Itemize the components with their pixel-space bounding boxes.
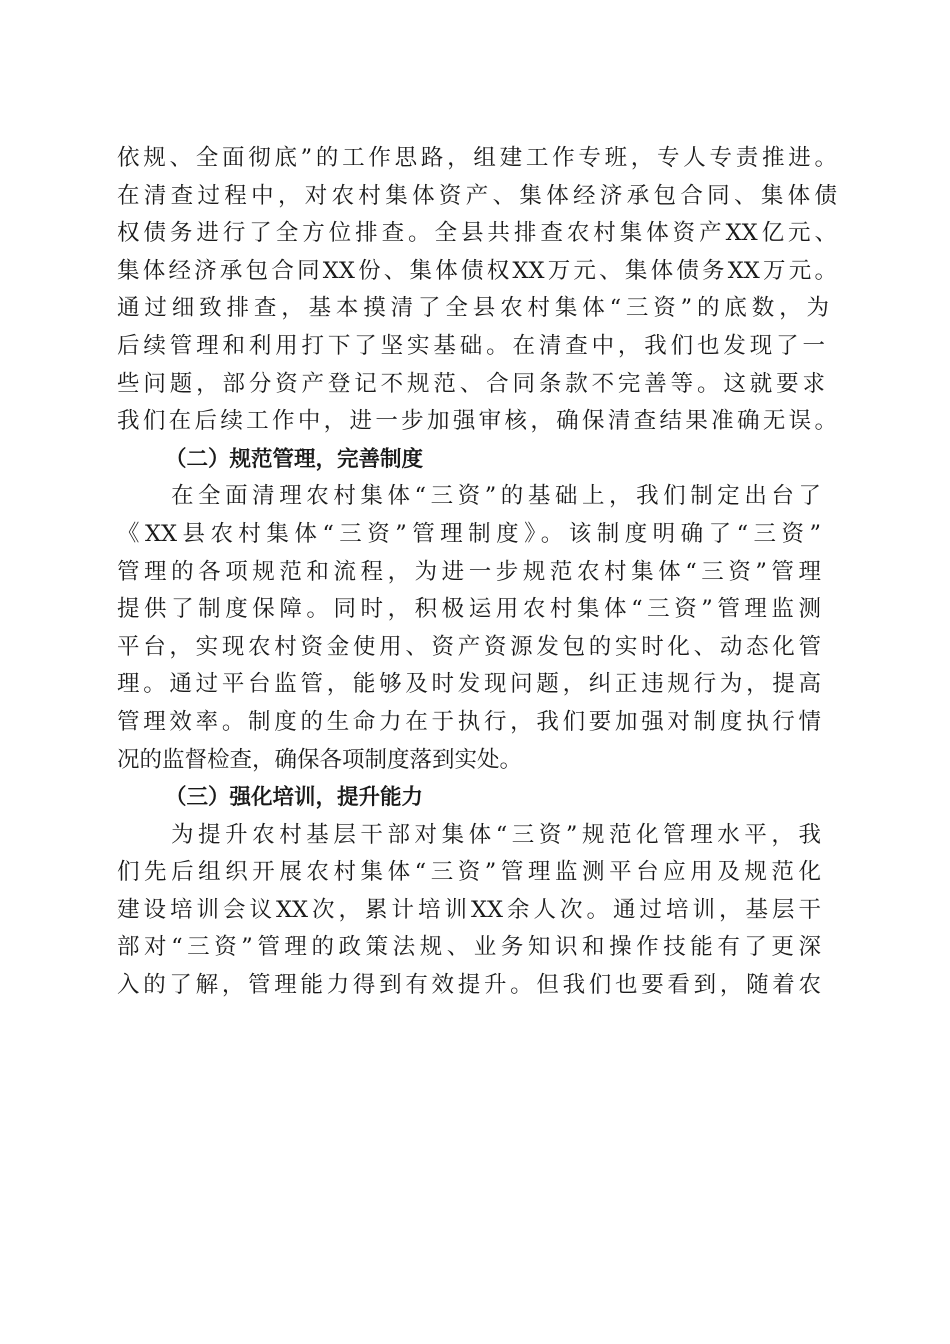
text-line: 管理的各项规范和流程，为进一步规范农村集体“三资”管理 — [117, 558, 821, 585]
text-line: 入的了解，管理能力得到有效提升。但我们也要看到，随着农 — [117, 972, 821, 999]
text-line: 些问题，部分资产登记不规范、合同条款不完善等。这就要求 — [117, 370, 825, 397]
text-line: 们先后组织开展农村集体“三资”管理监测平台应用及规范化 — [117, 859, 821, 886]
section-heading-3: （三）强化培训，提升能力 — [165, 785, 424, 811]
text-line: 我们在后续工作中，进一步加强审核，确保清查结果准确无误。 — [117, 408, 837, 435]
text-line: 后续管理和利用打下了坚实基础。在清查中，我们也发现了一 — [117, 332, 825, 359]
text-line: 管理效率。制度的生命力在于执行，我们要加强对制度执行情 — [117, 708, 821, 735]
text-line: 建设培训会议XX次，累计培训XX余人次。通过培训，基层干 — [117, 896, 821, 923]
text-line: 在清查过程中，对农村集体资产、集体经济承包合同、集体债 — [117, 182, 837, 209]
text-line: 提供了制度保障。同时，积极运用农村集体“三资”管理监测 — [117, 596, 821, 623]
text-line: 平台，实现农村资金使用、资产资源发包的实时化、动态化管 — [117, 633, 821, 660]
text-line: 通过细致排查，基本摸清了全县农村集体“三资”的底数，为 — [117, 295, 829, 322]
text-line: 在全面清理农村集体“三资”的基础上，我们制定出台了 — [171, 483, 821, 510]
text-line: 集体经济承包合同XX份、集体债权XX万元、集体债务XX万元。 — [117, 257, 837, 284]
text-line: 依规、全面彻底”的工作思路，组建工作专班，专人专责推进。 — [117, 145, 837, 171]
text-line: 权债务进行了全方位排查。全县共排查农村集体资产XX亿元、 — [117, 220, 837, 247]
document-body — [117, 140, 837, 1005]
text-line: 部对“三资”管理的政策法规、业务知识和操作技能有了更深 — [117, 934, 821, 961]
text-line: 《XX县农村集体“三资”管理制度》。该制度明确了“三资” — [117, 520, 821, 547]
section-heading-2: （二）规范管理，完善制度 — [165, 446, 424, 472]
text-line: 为提升农村基层干部对集体“三资”规范化管理水平，我 — [171, 821, 821, 848]
text-line: 理。通过平台监管，能够及时发现问题，纠正违规行为，提高 — [117, 671, 821, 698]
text-line: 况的监督检查，确保各项制度落到实处。 — [117, 746, 523, 773]
